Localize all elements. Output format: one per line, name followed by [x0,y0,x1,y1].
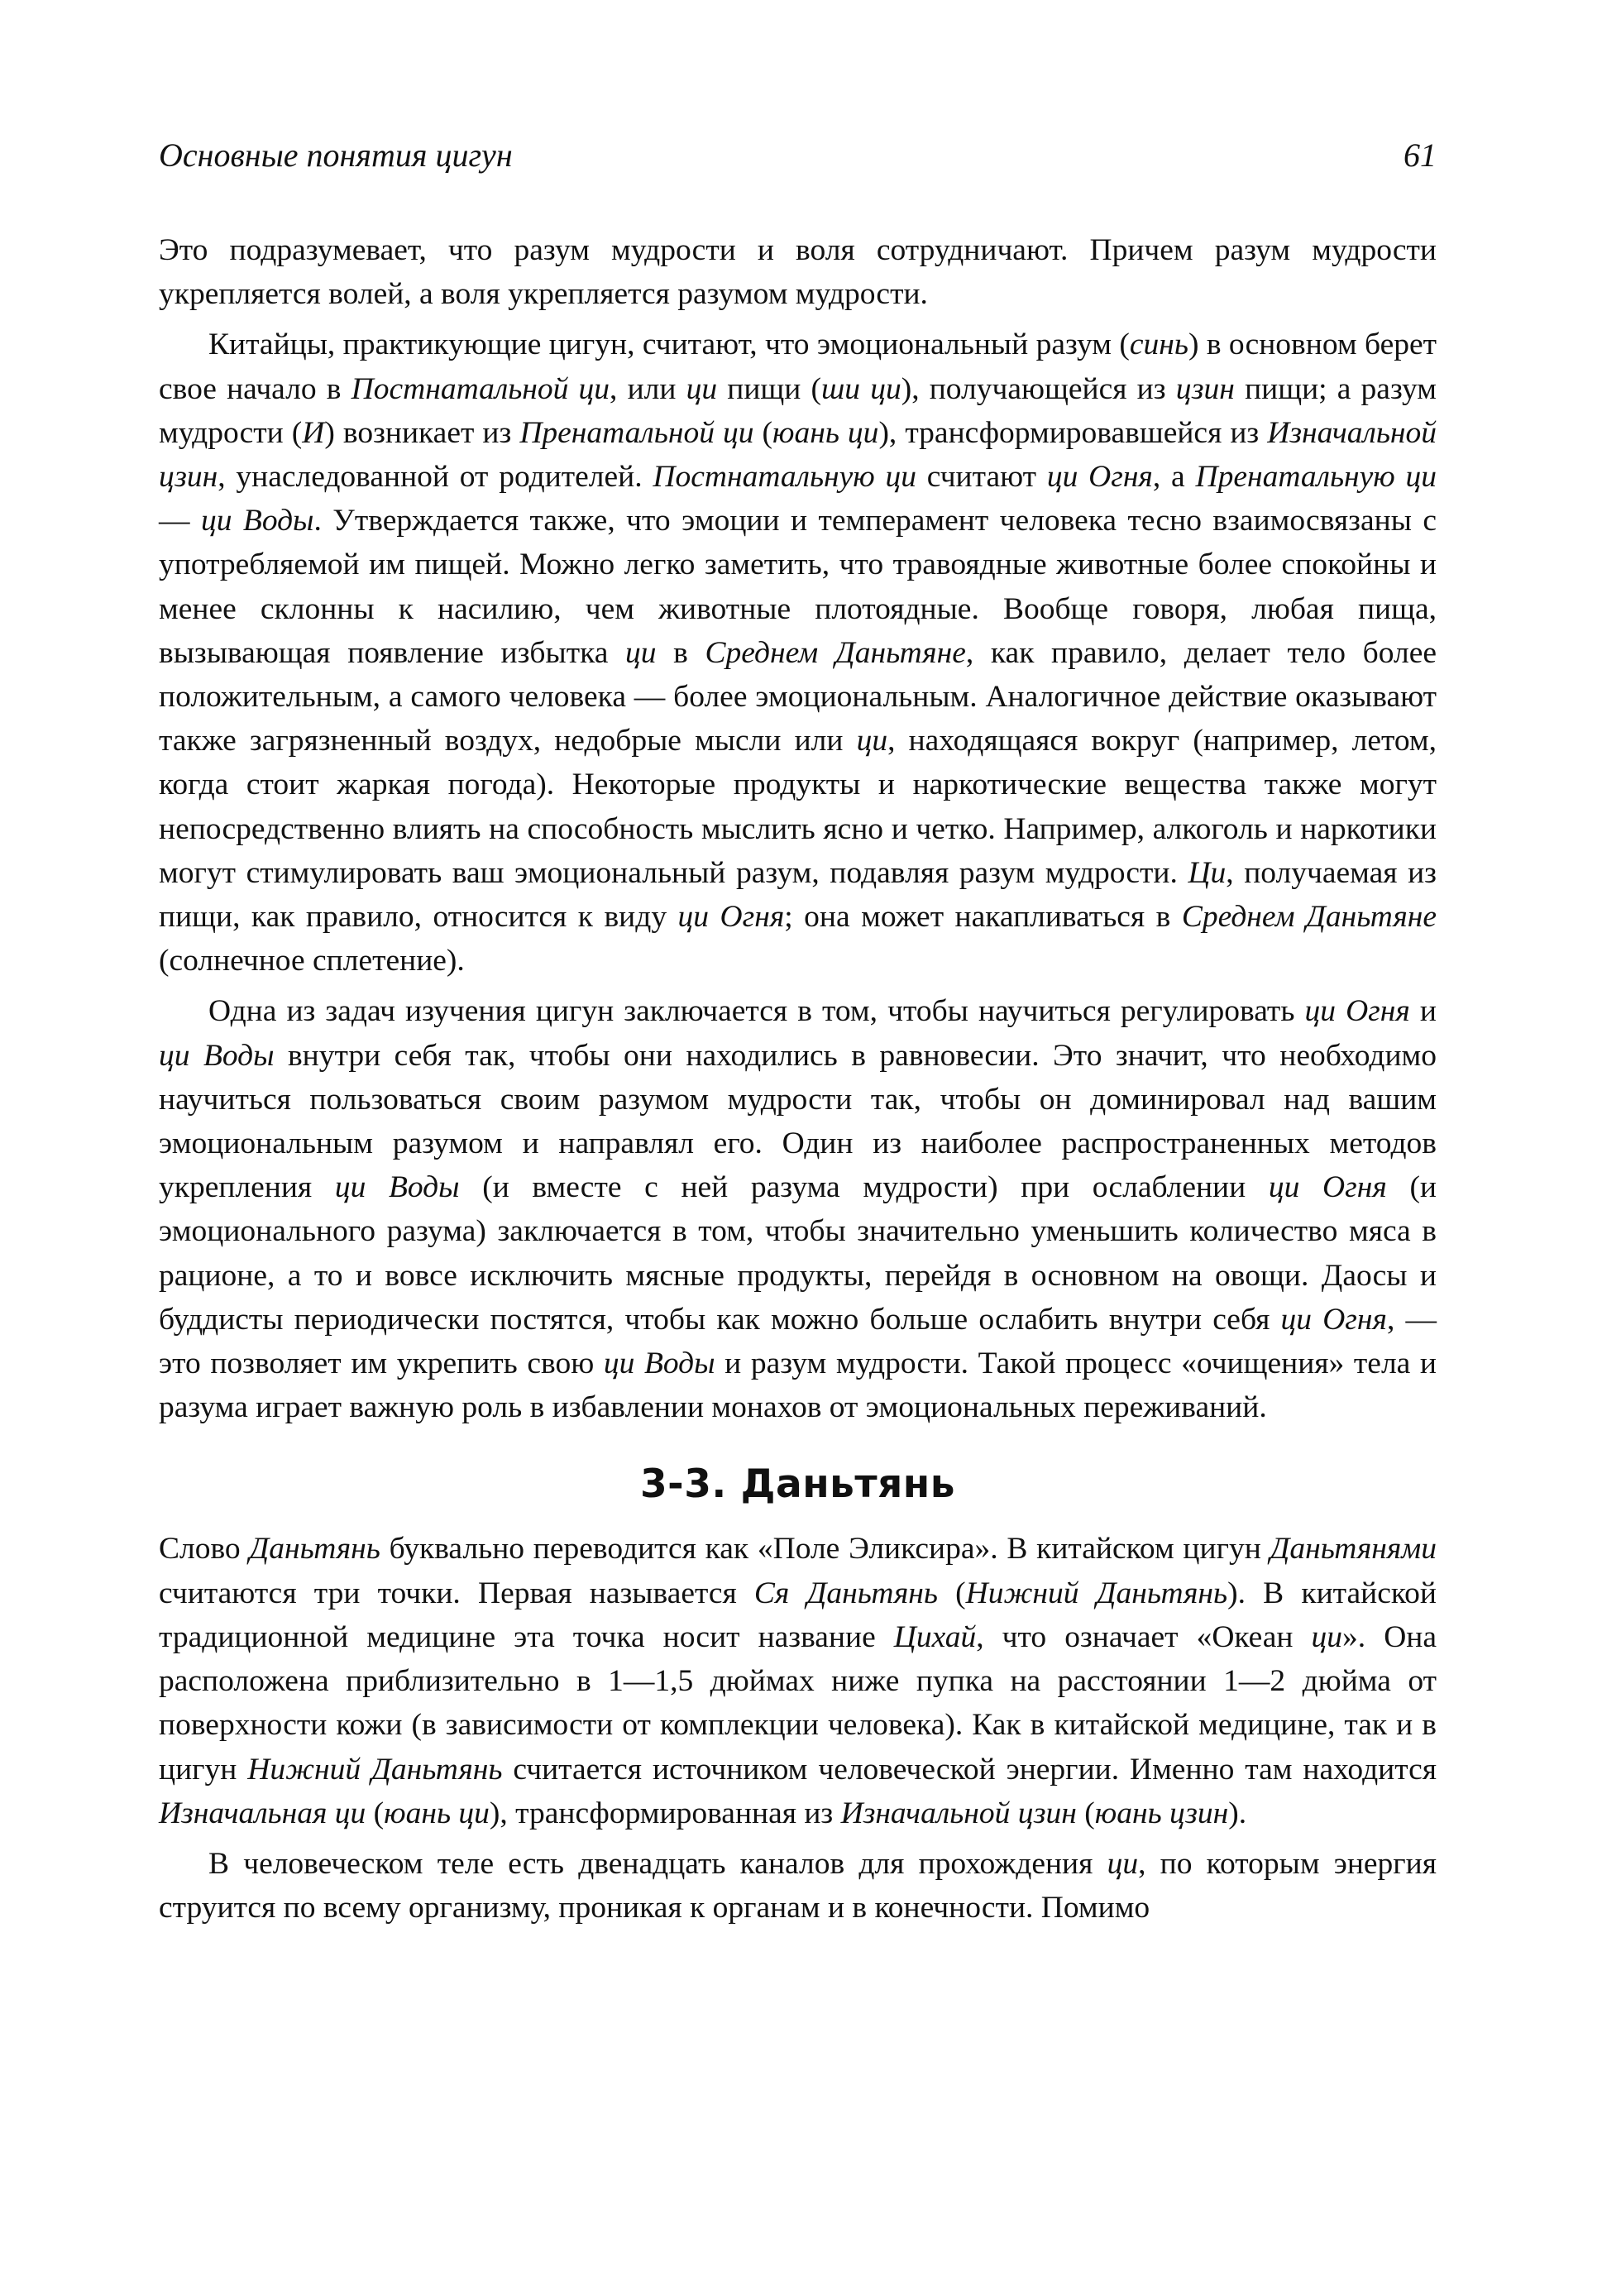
text-run: считается источником человеческой энергии. Именно там находится [502,1752,1437,1787]
italic-term: Изначальная ци [159,1796,366,1830]
text-run: , а [1152,460,1196,495]
text-run: внутри себя так, чтобы они находились в равновесии. Это значит, что необходимо научиться пользоваться своим разумом мудрости так, чтобы он доминировал над вашим эмоциональным разумом и направлял его. Один из наиболее распространенных методов укрепления [159,1038,1437,1205]
text-run: ), трансформировавшейся из [878,415,1268,450]
text-run: В человеческом теле есть двенадцать каналов для прохождения [208,1846,1107,1881]
text-run: ( [937,1576,966,1610]
italic-term: ци Воды [159,1038,275,1073]
page-number: 61 [1404,136,1437,174]
paragraph [159,989,1437,1429]
text-run: , находящаяся вокруг (например, летом, когда стоит жаркая погода). Некоторые продукты и наркотические вещества также могут непосредственно влиять на способность мыслить ясно и четко. Например, алкоголь и наркотики могут стимулировать ваш эмоциональный разум, подавляя разум мудрости. [159,724,1437,890]
text-run: и [1409,994,1437,1029]
italic-term: синь [1129,328,1188,362]
text-run: (и вместе с ней разума мудрости) при ослаблении [459,1170,1269,1205]
italic-term: ци [686,371,718,406]
text-run: ) возникает из [324,415,520,450]
italic-term: Нижний Даньтянь [247,1752,503,1787]
italic-term: юань ци [384,1796,490,1830]
body-text [159,228,1437,1930]
text-run: (солнечное сплетение). [159,944,465,978]
text-run: ( [753,415,773,450]
italic-term: Постнатальной ци [351,371,610,406]
running-head [159,131,1437,180]
italic-term: Постнатальную ци [653,460,917,495]
text-run: Китайцы, практикующие цигун, считают, что эмоциональный разум ( [208,328,1130,362]
paragraph [159,1527,1437,1834]
italic-term: Нижний Даньтянь [965,1576,1228,1610]
text-run: (и эмоционального разума) заключается в том, чтобы значительно уменьшить количество мяса в рационе, а то и вовсе исключить мясные продукты, перейдя в основном на овощи. Даосы и буддисты периодически постятся, чтобы как можно больше ослабить внутри себя [159,1170,1437,1337]
italic-term: Цихай [893,1619,977,1654]
italic-term: Изначальной цзин [159,415,1437,495]
italic-term: юань цзин [1094,1796,1229,1830]
text-run: ), трансформированная из [489,1796,841,1830]
text-run: . Утверждается также, что эмоции и темперамент человека тесно взаимосвязаны с употребляемой им пищей. Можно легко заметить, что травоядные животные более спокойны и менее склонны к насилию, чем животные плотоядные. Вообще говоря, любая пища, вызывающая появление избытка [159,504,1437,670]
italic-term: юань ци [772,415,879,450]
italic-term: Даньтянями [1270,1532,1437,1567]
italic-term: ци [1107,1846,1139,1881]
italic-term: ци [856,724,888,758]
italic-term: Ся Даньтянь [753,1576,938,1610]
text-run: ) в основном берет свое начало в [159,328,1437,406]
text-run: ( [1076,1796,1095,1830]
text-run: буквально переводится как «Поле Эликсира». В китайском цигун [380,1532,1270,1567]
text-run: считают [916,460,1047,495]
text-run: Одна из задач изучения цигун заключается в том, чтобы научиться регулировать [208,994,1305,1029]
italic-term: ци Воды [200,504,314,538]
italic-term: ци Огня [1304,994,1410,1029]
text-run: , или [610,371,686,406]
text-run: пищи; а разум мудрости ( [159,371,1437,450]
italic-term: ци Огня [1046,460,1153,495]
italic-term: ци Огня [677,900,785,935]
paragraph [159,228,1437,316]
italic-term: ци Огня [1280,1302,1387,1337]
paragraph [159,1842,1437,1930]
paragraph [159,323,1437,983]
text-run: ), получающейся из [901,371,1176,406]
text-run: , по которым энергия струится по всему организму, проникая к органам и в конечности. Помимо [159,1846,1437,1925]
italic-term: И [302,415,325,450]
italic-term: цзин [1175,371,1235,406]
italic-term: Даньтянь [249,1532,380,1567]
text-run: Это подразумевает, что разум мудрости и воля сотрудничают. Причем разум мудрости укрепляется волей, а воля укрепляется разумом мудрости. [159,233,1437,312]
paragraphs-after-heading [159,1527,1437,1930]
italic-term: ци Воды [603,1347,715,1381]
italic-term: ши ци [820,371,901,406]
text-run: ». Она расположена приблизительно в 1—1,5 дюймах ниже пупка на расстоянии 1—2 дюйма от поверхности кожи (в зависимости от комплекции человека). Как в китайской медицине, так и в цигун [159,1619,1437,1787]
text-run: Слово [159,1532,250,1567]
italic-term: ци [1311,1619,1343,1654]
running-title: Основные понятия цигун [159,136,513,174]
text-run: пищи ( [717,371,821,406]
text-run: ). В китайской традиционной медицине эта точка носит название [159,1576,1437,1654]
text-run: считаются три точки. Первая называется [159,1576,754,1610]
italic-term: Ци [1188,855,1227,890]
text-run: , — это позволяет им укрепить свою [159,1302,1437,1381]
text-run: и разум мудрости. Такой процесс «очищения» тела и разума играет важную роль в избавлении монахов от эмоциональных переживаний. [159,1347,1437,1425]
italic-term: Изначальной цзин [840,1796,1077,1830]
text-run: — [159,504,201,538]
italic-term: Пренатальную ци [1195,460,1437,495]
italic-term: Среднем Даньтяне [1181,900,1437,935]
text-run: ; она может накапливаться в [784,900,1182,935]
italic-term: Пренатальной ци [519,415,754,450]
text-run: ). [1228,1796,1247,1830]
text-run: , что означает «Океан [976,1619,1312,1654]
italic-term: Среднем Даньтяне [705,635,966,670]
italic-term: ци Огня [1268,1170,1387,1205]
text-run: ( [366,1796,385,1830]
section-heading: 3-3. Даньтянь [639,1461,955,1508]
text-run: , получаемая из пищи, как правило, относится к виду [159,855,1437,935]
italic-term: ци [625,635,657,670]
text-run: , унаследованной от родителей. [218,460,653,495]
italic-term: ци Воды [334,1170,460,1205]
text-run: в [656,635,705,670]
paragraphs-before-heading [159,228,1437,1429]
text-run: , как правило, делает тело более положительным, а самого человека — более эмоциональным. Аналогичное действие оказывают также загрязненный воздух, недобрые мысли или [159,635,1437,758]
